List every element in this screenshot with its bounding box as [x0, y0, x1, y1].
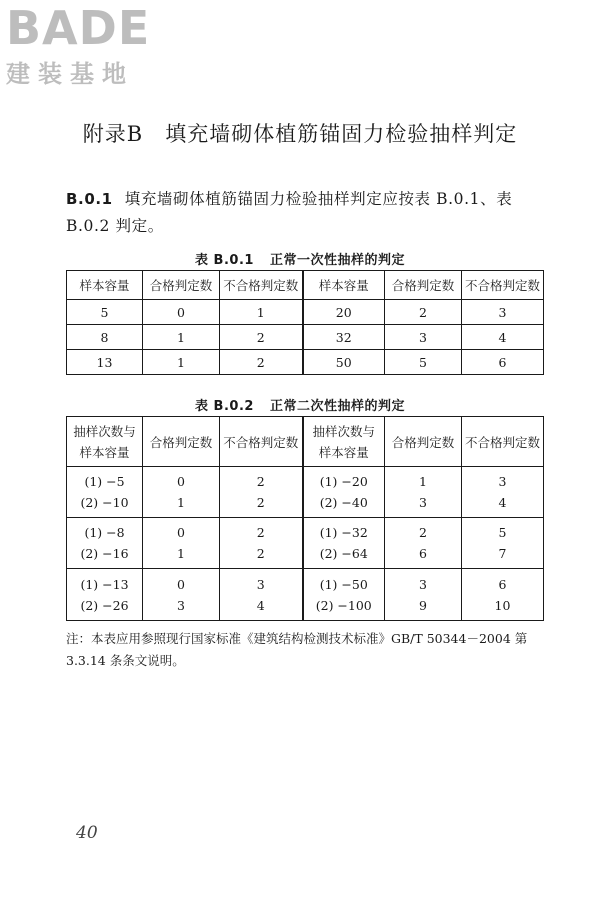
table-cell — [303, 518, 385, 569]
table-cell — [385, 518, 462, 569]
logo-text-cn: 建装基地 — [6, 60, 134, 88]
table-cell: 6 — [462, 350, 544, 375]
cell-line: (1) −5 — [84, 474, 125, 489]
header-line: 样本容量 — [318, 444, 369, 460]
table-cell — [67, 467, 143, 518]
cell-line: 6 — [498, 576, 507, 592]
cell-line: 1 — [419, 474, 427, 489]
table-cell: 50 — [303, 350, 385, 375]
table1-header-cell: 不合格判定数 — [462, 271, 544, 300]
table-cell: 5 — [385, 350, 462, 375]
cell-line: 0 — [177, 474, 185, 489]
cell-line: (1) −8 — [84, 525, 125, 540]
clause-text: 填充墙砌体植筋锚固力检验抽样判定应按表 B.0.1、表 B.0.2 判定。 — [66, 190, 513, 235]
table-cell — [385, 569, 462, 621]
table-cell: 2 — [220, 325, 303, 350]
table2-caption — [0, 395, 600, 414]
table-cell — [220, 518, 303, 569]
table-row — [67, 350, 544, 375]
clause-b01 — [66, 186, 556, 240]
table-b02 — [66, 416, 544, 621]
table-cell — [143, 569, 220, 621]
cell-line: 3 — [256, 576, 265, 592]
header-line: 抽样次数与 — [73, 423, 136, 439]
table-cell: 1 — [143, 350, 220, 375]
cell-line: 10 — [494, 597, 511, 613]
table-cell — [67, 518, 143, 569]
cell-line: 5 — [498, 525, 507, 540]
table-row — [67, 467, 544, 518]
cell-line: 4 — [256, 597, 265, 613]
brand-logo — [6, 1, 151, 89]
page-number: 40 — [76, 823, 98, 843]
table1-header-cell: 样本容量 — [303, 271, 385, 300]
cell-line: (1) −13 — [80, 576, 129, 592]
cell-line: (1) −20 — [319, 474, 368, 489]
cell-line: 1 — [177, 495, 185, 510]
table2-caption-title: 正常二次性抽样的判定 — [269, 399, 405, 414]
table-cell — [143, 467, 220, 518]
table1-caption — [0, 249, 600, 268]
table-row — [67, 300, 544, 325]
cell-line: 2 — [256, 474, 265, 489]
table-cell — [303, 569, 385, 621]
cell-line: (2) −100 — [315, 597, 372, 613]
table-cell: 1 — [143, 325, 220, 350]
table-cell — [67, 569, 143, 621]
cell-line: 0 — [177, 576, 185, 592]
table-cell — [462, 569, 544, 621]
table-cell: 2 — [220, 350, 303, 375]
table-cell: 2 — [385, 300, 462, 325]
cell-line: (2) −10 — [80, 495, 129, 510]
table-cell — [462, 518, 544, 569]
cell-line: (2) −16 — [80, 546, 129, 561]
cell-line: (1) −32 — [319, 525, 368, 540]
header-line: 抽样次数与 — [312, 423, 375, 439]
table1-caption-title: 正常一次性抽样的判定 — [269, 253, 405, 268]
cell-line: (2) −64 — [319, 546, 368, 561]
cell-line: 3 — [419, 576, 427, 592]
table2-header-cell — [303, 417, 385, 467]
table-cell: 8 — [67, 325, 143, 350]
table-cell: 20 — [303, 300, 385, 325]
table-cell — [385, 467, 462, 518]
table-cell — [143, 518, 220, 569]
cell-line: 2 — [256, 495, 265, 510]
table2-header-cell: 不合格判定数 — [462, 417, 544, 467]
table2-caption-number: 表 B.0.2 — [195, 399, 254, 414]
cell-line: 3 — [419, 495, 427, 510]
logo-text-en: BADE — [6, 1, 151, 55]
table-b01 — [66, 270, 544, 375]
cell-line: 0 — [177, 525, 185, 540]
cell-line: 9 — [419, 597, 427, 613]
table-cell — [303, 467, 385, 518]
appendix-title: 附录B 填充墙砌体植筋锚固力检验抽样判定 — [82, 122, 518, 146]
table-cell: 0 — [143, 300, 220, 325]
table1-header-cell: 样本容量 — [67, 271, 143, 300]
table-cell: 5 — [67, 300, 143, 325]
cell-line: (2) −40 — [319, 495, 368, 510]
cell-line: (2) −26 — [80, 597, 129, 613]
table2-header-cell: 不合格判定数 — [220, 417, 303, 467]
table1-header-row — [67, 271, 544, 300]
cell-line: 2 — [256, 546, 265, 561]
cell-line: 6 — [419, 546, 427, 561]
table-cell: 1 — [220, 300, 303, 325]
table-cell — [462, 467, 544, 518]
cell-line: 3 — [498, 474, 507, 489]
table-row — [67, 325, 544, 350]
clause-number: B.0.1 — [66, 190, 113, 208]
cell-line: 2 — [256, 525, 265, 540]
cell-line: 1 — [177, 546, 185, 561]
table-cell: 3 — [385, 325, 462, 350]
table-cell — [220, 467, 303, 518]
cell-line: 7 — [498, 546, 507, 561]
cell-line: 3 — [177, 597, 185, 613]
cell-line: 4 — [498, 495, 507, 510]
table1-header-cell: 合格判定数 — [143, 271, 220, 300]
header-line: 样本容量 — [79, 444, 130, 460]
table-cell: 3 — [462, 300, 544, 325]
table1-header-cell: 不合格判定数 — [220, 271, 303, 300]
table1-header-cell: 合格判定数 — [385, 271, 462, 300]
table-cell: 13 — [67, 350, 143, 375]
table2-header-cell — [67, 417, 143, 467]
table2-header-cell: 合格判定数 — [385, 417, 462, 467]
table-row — [67, 518, 544, 569]
table-cell: 32 — [303, 325, 385, 350]
table1-caption-number: 表 B.0.1 — [195, 253, 254, 268]
table-row — [67, 569, 544, 621]
table2-header-row — [67, 417, 544, 467]
table-cell: 4 — [462, 325, 544, 350]
cell-line: 2 — [419, 525, 427, 540]
table-note: 注：本表应用参照现行国家标准《建筑结构检测技术标准》GB/T 50344－2004 第 3.3.14 条条文说明。 — [66, 631, 528, 668]
table2-header-cell: 合格判定数 — [143, 417, 220, 467]
cell-line: (1) −50 — [319, 576, 368, 592]
table-cell — [220, 569, 303, 621]
